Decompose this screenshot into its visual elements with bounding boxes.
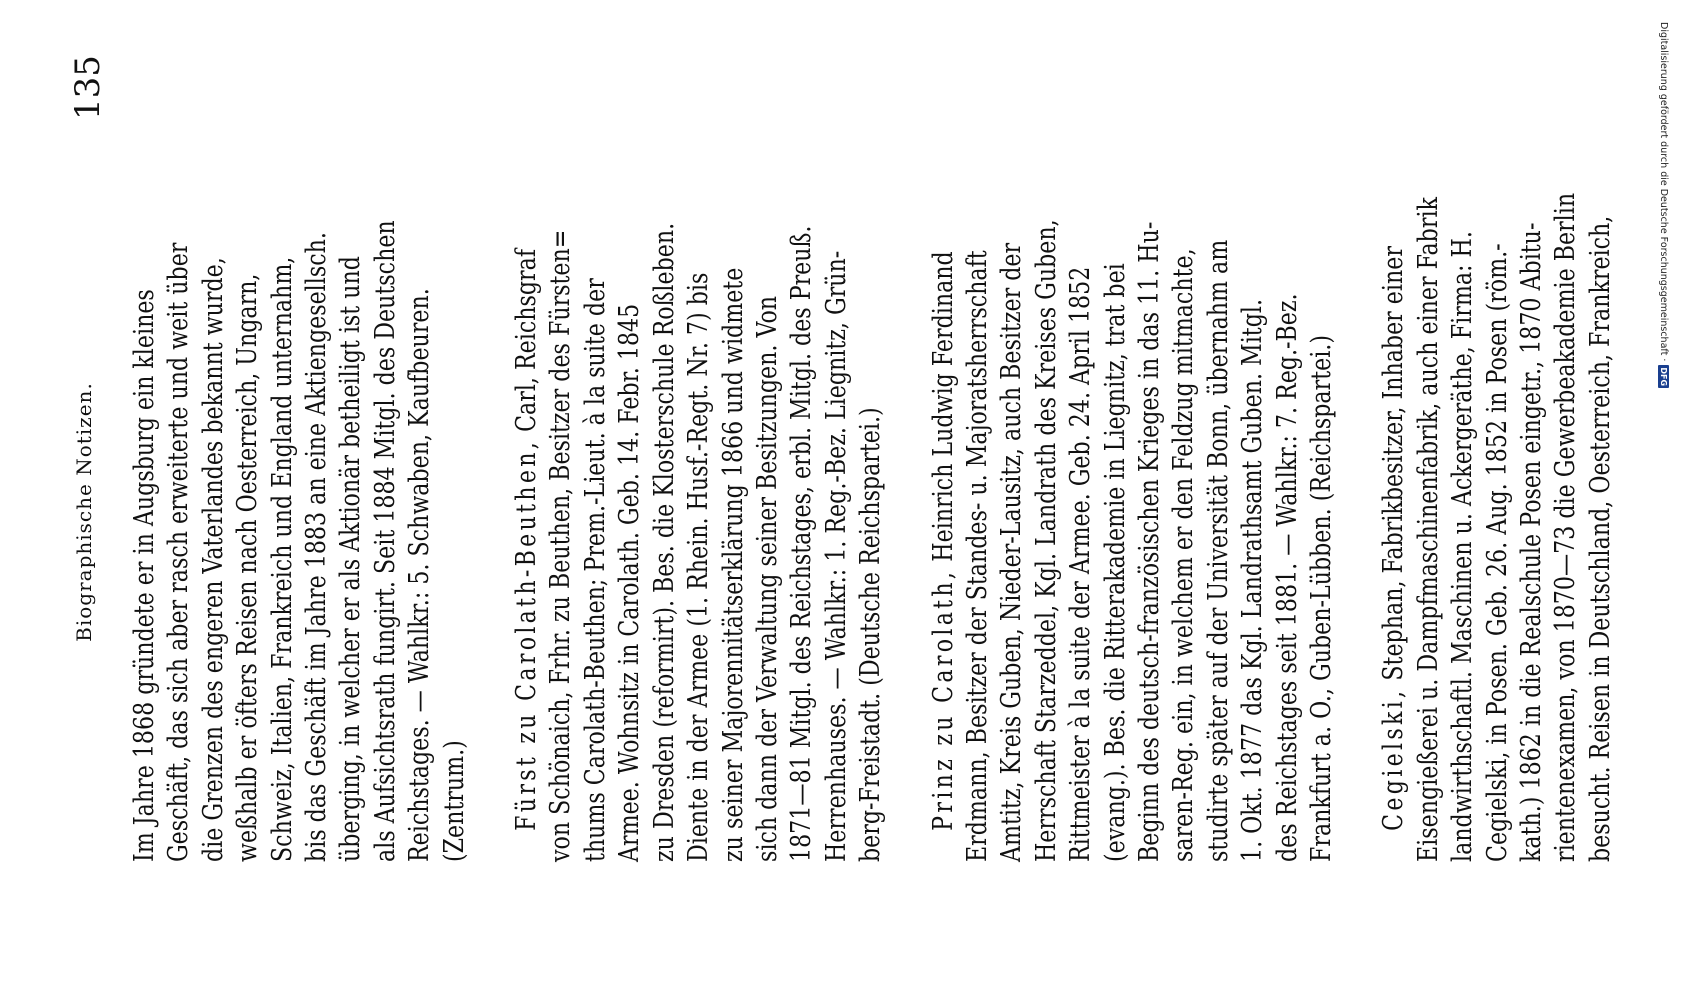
text-line: landwirthschaftl. Maschinen u. Ackergeräthe, Firma: H.	[1447, 231, 1479, 862]
entry-name: Cegielski,	[1378, 687, 1410, 831]
text-line: weßhalb er öfters Reisen nach Oesterreich, Ungarn,	[232, 273, 264, 862]
text-line: Amtitz, Kreis Guben, Nieder-Lausitz, auch Besitzer der	[996, 242, 1028, 862]
entry-first-line: Stephan, Fabrikbesitzer, Inhaber einer	[1378, 246, 1410, 681]
text-line: überging, in welcher er als Aktionär betheiligt ist und	[335, 256, 367, 862]
text-line: Schweiz, Italien, Frankreich und England unternahm,	[266, 256, 298, 862]
dfg-logo: DFG	[1659, 367, 1669, 387]
text-line: Eisengießerei u. Dampfmaschinenfabrik, auch einer Fabrik	[1412, 197, 1444, 862]
entry-name: Prinz zu Carolath,	[927, 568, 959, 831]
text-line: 1871—81 Mitgl. des Reichstages, erbl. Mitgl. des Preuß.	[786, 225, 818, 862]
text-line: die Grenzen des engeren Vaterlandes bekannt wurde,	[197, 257, 229, 862]
text-line	[1377, 9, 1411, 862]
entry-first-line: Heinrich Ludwig Ferdinand	[927, 251, 959, 562]
text-line: als Aufsichtsrath fungirt. Seit 1884 Mitgl. des Deutschen	[369, 220, 401, 862]
running-head: Biographische Notizen.	[72, 382, 96, 642]
text-line	[510, 9, 544, 862]
entry-prinz-carolath	[927, 9, 1340, 862]
text-line: besucht. Reisen in Deutschland, Oesterreich, Frankreich,	[1584, 215, 1616, 862]
text-line: Rittmeister à la suite der Armee. Geb. 24. April 1852	[1065, 266, 1097, 862]
text-line: (Zentrum.)	[438, 740, 470, 862]
text-line: zu Dresden (reformirt). Bes. die Klosterschule Roßleben.	[648, 222, 680, 862]
text-line: rientenexamen, von 1870—73 die Gewerbeakademie Berlin	[1550, 192, 1582, 862]
text-line: Im Jahre 1868 gründete er in Augsburg ein kleines	[129, 289, 160, 862]
text-line: Herrschaft Starzeddel, Kgl. Landrath des Kreises Guben,	[1030, 219, 1062, 862]
text-line: zu seiner Majorennitätserklärung 1866 und widmete	[717, 267, 749, 862]
text-line: Diente in der Armee (1. Rhein. Husf.-Regt. Nr. 7) bis	[683, 272, 715, 862]
text-line: von Schönaich, Frhr. zu Beuthen, Besitzer des Fürsten=	[545, 229, 577, 862]
entry-name: Fürst zu Carolath-Beuthen,	[511, 438, 543, 831]
text-line: thums Carolath-Beuthen; Prem.-Lieut. à la suite der	[579, 278, 611, 862]
text-line: Herrenhauses. — Wahlkr.: 1. Reg.-Bez. Liegnitz, Grün-	[820, 250, 852, 862]
text-line: saren-Reg. ein, in welchem er den Feldzug mitmachte,	[1168, 248, 1200, 862]
entry-first-line: Carl, Reichsgraf	[511, 248, 543, 432]
entry-augsburg	[128, 9, 472, 862]
body-text	[128, 9, 1656, 862]
text-line: Reichstages. — Wahlkr.: 5. Schwaben, Kaufbeuren.	[404, 288, 436, 862]
funder-note-text: Digitalisierung gefördert durch die Deutsche Forschungsgemeinschaft ·	[1658, 22, 1670, 362]
text-line: (evang.). Bes. die Ritterakademie in Liegnitz, trat bei	[1099, 263, 1131, 862]
text-line: Armee. Wohnsitz in Carolath. Geb. 14. Febr. 1845	[614, 303, 646, 862]
text-line: Geschäft, das sich aber rasch erweiterte und weit über	[163, 242, 195, 862]
text-line: Beginn des deutsch-französischen Krieges in das 11. Hu-	[1133, 221, 1165, 862]
text-line: Erdmann, Besitzer der Standes- u. Majoratsherrschaft	[961, 250, 993, 862]
entry-carolath-beuthen	[510, 9, 888, 862]
text-line: sich dann der Verwaltung seiner Besitzungen. Von	[751, 295, 783, 862]
funder-note	[1656, 22, 1672, 1002]
entry-cegielski	[1377, 9, 1618, 862]
text-line: 1. Okt. 1877 das Kgl. Landrathsamt Guben. Mitgl.	[1237, 299, 1269, 862]
text-line: studirte später auf der Universität Bonn, übernahm am	[1202, 239, 1234, 862]
text-line: Cegielski, in Posen. Geb. 26. Aug. 1852 in Posen (röm.-	[1481, 243, 1513, 862]
text-line: kath.) 1862 in die Realschule Posen eingetr., 1870 Abitu-	[1516, 222, 1548, 862]
text-line: bis das Geschäft im Jahre 1883 an eine Aktiengesellsch.	[301, 232, 333, 862]
page-number: 135	[68, 55, 108, 120]
text-line: berg-Freistadt. (Deutsche Reichspartei.)	[855, 407, 887, 862]
text-line	[927, 9, 961, 862]
text-line: Frankfurt a. O., Guben-Lübben. (Reichspartei.)	[1306, 335, 1337, 862]
text-line: des Reichstages seit 1881. — Wahlkr.: 7. Reg.-Bez.	[1271, 293, 1303, 862]
